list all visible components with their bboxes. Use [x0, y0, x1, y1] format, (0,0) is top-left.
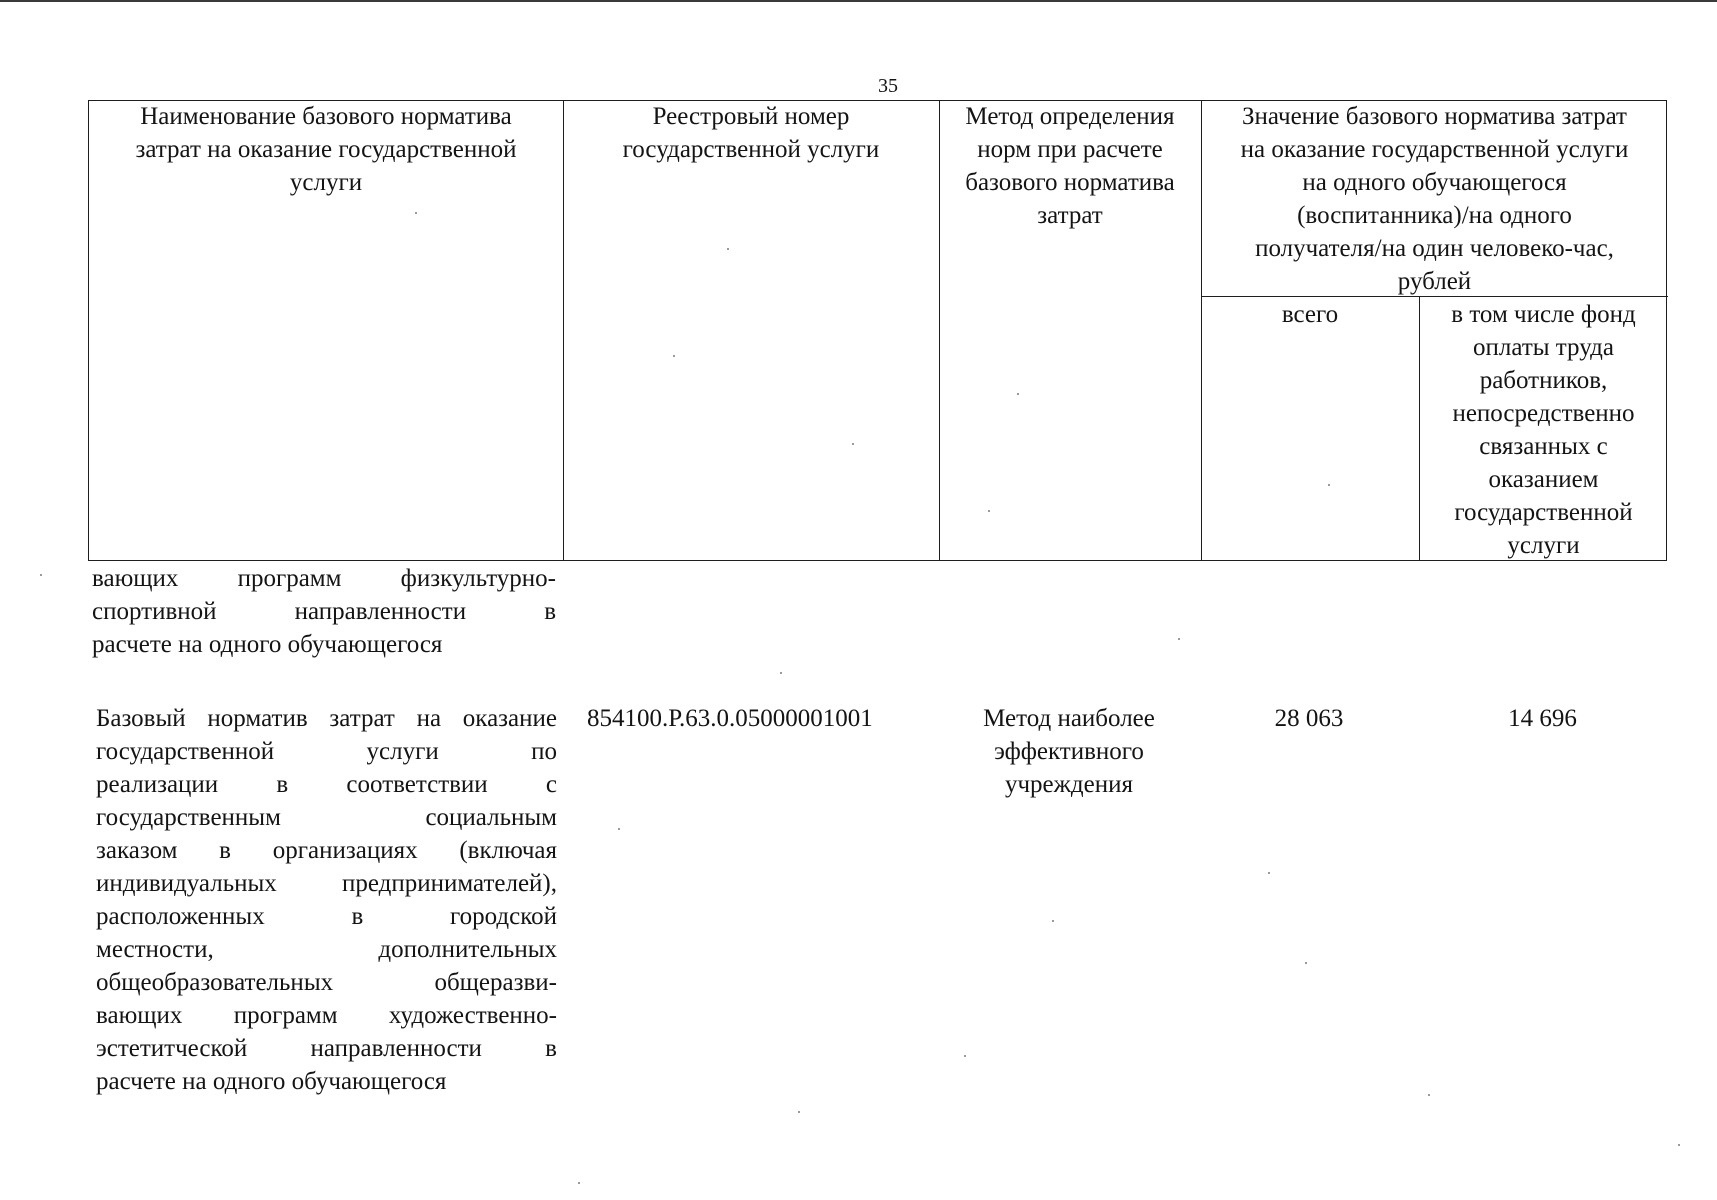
row-total: 28 063 [1274, 705, 1344, 732]
header-total: всего [1281, 301, 1339, 328]
scan-speck [415, 212, 417, 214]
scan-speck [798, 1111, 800, 1113]
scan-speck [988, 510, 990, 512]
scan-speck [1268, 872, 1270, 874]
row-name: Базовый норматив затрат на оказание государственной услуги по реализации в соответствии с государственным социальным заказом в организациях (включая индивидуальных предпринимателей), расположенных в городской местности, дополнительных общеобразовательных общеразви- вающих программ художественно- эстетитческой направленности в расчете на одного обучающегося [96, 705, 557, 1095]
scan-speck [40, 574, 42, 576]
scan-speck [1678, 1144, 1680, 1146]
scan-speck [852, 443, 854, 445]
table-header [88, 100, 1667, 561]
row-payroll: 14 696 [1508, 705, 1577, 732]
scan-speck [1178, 638, 1180, 640]
row-registry-number: 854100.Р.63.0.05000001001 [587, 705, 873, 732]
column-divider [563, 101, 564, 560]
page-number: 35 [878, 75, 898, 97]
continuation-row: вающих программ физкультурно- спортивной направленности в расчете на одного обучающегося [92, 565, 556, 658]
page-top-edge [0, 0, 1717, 2]
scan-speck [1428, 1094, 1430, 1096]
scan-speck [727, 248, 729, 250]
scan-speck [673, 355, 675, 357]
scan-speck [964, 1055, 966, 1057]
scan-speck [1328, 484, 1330, 486]
scan-speck [1052, 920, 1054, 922]
scan-speck [780, 672, 782, 674]
header-payroll: в том числе фонд оплаты труда работников, непосредственно связанных с оказанием государственной услуги [1451, 301, 1636, 559]
scan-speck [1305, 962, 1307, 964]
header-registry-number: Реестровый номер государственной услуги [622, 103, 880, 163]
scan-speck [618, 828, 620, 830]
header-name: Наименование базового норматива затрат на оказание государственной услуги [135, 103, 517, 196]
scan-speck [1017, 393, 1019, 395]
header-value: Значение базового норматива затрат на оказание государственной услуги на одного обучающегося (воспитанника)/на одного получателя/на один человеко-час, рублей [1240, 103, 1629, 295]
header-method: Метод определения норм при расчете базового норматива затрат [965, 103, 1175, 229]
row-method: Метод наиболее эффективного учреждения [983, 705, 1155, 798]
scan-speck [578, 1182, 580, 1184]
